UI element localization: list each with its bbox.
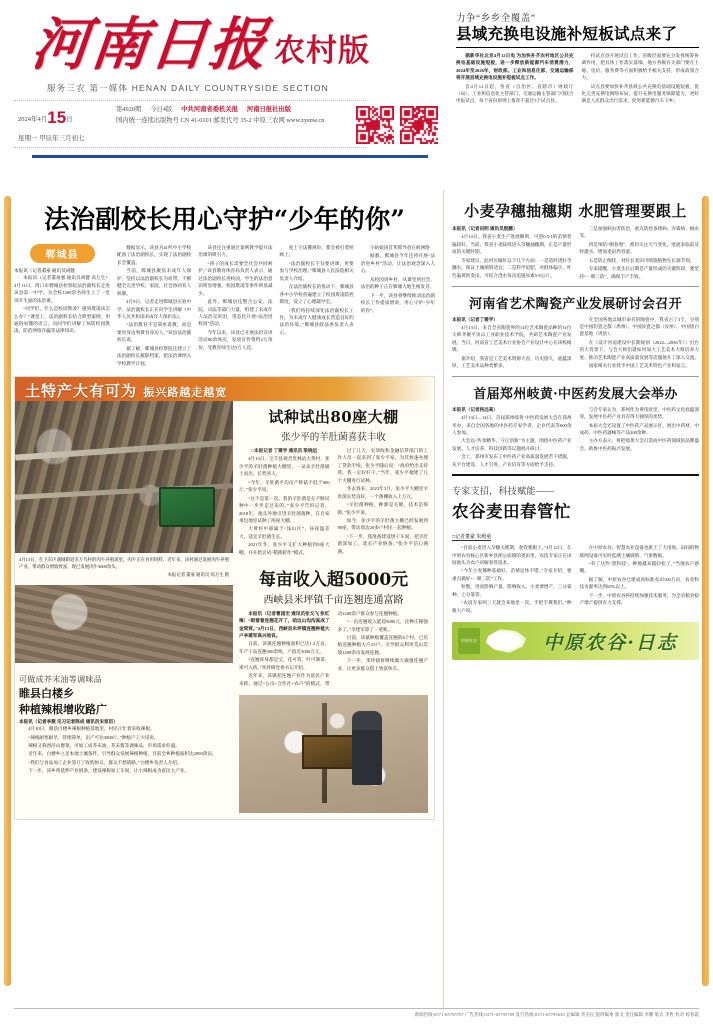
zhongyuan-nonggu-banner [452,622,699,660]
banner-title: 中原农谷·日志 [543,631,678,654]
page-count: 今日4版 [150,106,173,113]
left-small-line1: 睢县白楼乡 [19,687,74,701]
paragraph: “孩子的成长需要全社会共同呵护。”该县教育体育局负责人表示，通过法治副校长进校园，学生的法治意识明显增强，校园欺凌等事件明显减少。 [198,260,273,296]
left-ornament-bar [4,196,11,986]
paragraph: 冬去春来，2023年3月，张少平大棚里羊肚菌长势良好，一个菌棚收入上万元。 [337,486,428,499]
right-story2-byline: 本报讯（记者丁需学） [452,316,498,322]
top-brief [446,10,699,186]
paragraph: 在法治副校长的推动下，郸城县各中小学校普遍建立了校园欺凌防控制度，设立了心理辅导室。 [279,284,354,305]
feature-title: 试种试出80座大棚 [268,408,399,426]
paragraph: 本届大会还设置了中医药产品展示区，展出中药材、中成药、中医药器械等产品300余种。 [579,422,699,435]
paragraph: “今年小麦播种基础好，苗情总体不错。”专家介绍，要重点做好“一喷三防”工作。 [452,568,572,581]
paragraph: 4月14日，我省小麦生产进展顺利，可望0.5-1的苗情普遍较好。当前，我省小麦陆续进入孕穗抽穗期，正是产量形成的关键时期。 [452,234,572,255]
right-story2-body [452,316,699,371]
paragraph: 目前，该镇种植覆盖连翘的6个村，已培植连翘种植大户25户，引导群众利用荒山荒坡1200余亩发展连翘。 [337,634,428,655]
divider [452,286,699,287]
qr-code-wechat[interactable] [356,106,394,144]
qr-codes [356,106,438,144]
paragraph: “农技专家两三天就会来地里一次，手把手教我们。”种粮大户说。 [452,600,572,613]
caption-credit: 本报记者 董豪 通讯员 高万生 摄 [167,572,229,578]
feature-banner-text [25,380,227,401]
paragraph: “一亩连翘收入能超5000元，比种庄稼强多了。”李建军算了一笔账。 [337,619,428,632]
paragraph: 4月10日，宝丰县观音堂林站大黄村，张少平的羊肚菌种植大棚里，一朵朵羊肚菌破土而出，长势喜人。 [239,456,330,477]
paragraph: 从校园到乡村，从课堂到社会，法治的种子正在郸城大地生根发芽。 [360,276,435,290]
paragraph: 专家建议，此时应做好以下几个方面：一是适时浇好孕穗水，保证土壤墒情适宜；二是科学追肥，对群体偏小、叶色偏黄的麦田，可结合浇水每亩追施尿素5-8公斤。 [452,257,572,278]
banner-main: 土特产大有可为 [25,382,138,400]
qr-code-app[interactable] [400,106,438,144]
paragraph: 持试点县开展试点工作。省级层面要充分发挥统筹协调作用，把具体工作落实落细。地方各级有关部门要在土地、电价、服务费等方面积极给予相关支持，形成政策合力。 [581,52,699,81]
paragraph: 4月13日，来自全省陶瓷界的14位艺术陶瓷品种的31位大师齐聚平顶山工业职业技术学院，共研艺术陶瓷产业发展。当日，河南省工艺美术行业协会产业设计中心在该校揭牌。 [452,325,572,353]
paragraph: 据了解，中原农谷已建成高标准农田100万亩，农业科技贡献率达到65%以上。 [579,576,699,590]
lead-body-col-1 [14,274,110,335]
paragraph: “我们与食品加工企业签订了收购协议，群众不愁销路。”白楼乡负责人介绍。 [28,759,182,765]
paragraph: 试点县要加快补齐县域公共充换电基础设施短板，优化完善充换电网络布局，提升充换电服务保障能力，更好满足人民群众出行需求，促进新能源汽车下乡。 [581,83,699,104]
feature-photo-column [15,401,233,819]
date-suffix: 日 [66,116,73,123]
county-badge: 郸城县 [30,244,95,263]
paragraph: 五是防止倒伏，对旺长麦田可喷施植物生长调节剂。 [588,257,695,263]
masthead-meta [14,100,366,148]
paragraph: 在全国各地以城市命名的陶瓷中，我省占了3个，分别是中国钧瓷之都（禹州）、中国汝瓷之都（汝州）、中国唐白瓷基地（巩县）。 [579,316,699,337]
paragraph: “连翘浑身都是宝，花可赏、叶可制茶、果可入药。”米坪镇党委书记介绍。 [239,657,330,670]
content-area [14,190,699,1010]
paragraph: 今年以来，该县已开展法治宣讲活动80余场次，发放宣传资料2万余份，受教育师生达5万人次。 [198,329,273,350]
photo-detail-crate [159,487,215,527]
right-ornament-bar [702,196,709,986]
paragraph: 大黄村中部属于“浅山区”，昼夜温差大，适宜羊肚菌生长。 [239,526,330,539]
paragraph: 在中原农谷，智慧农业设备也派上了大用场。田间的物联网设备可实时监测土壤墒情、气象数据。 [579,545,699,558]
paragraph: 该县还注重通过案例教学提升法治课的吸引力。 [198,245,273,258]
paragraph: 辣根又称西洋山嵛菜，可加工成芥末油、芥末酱等调味品，市场需求旺盛。 [28,743,180,749]
right-story3-title: 首届郑州岐黄·中医药发展大会举办 [473,386,678,402]
paragraph: 4月13日—14日，首届郑州岐黄·中医药发展大会在郑州举办。来自全国各地的中医药专家学者、企业代表等600余人参加。 [452,415,572,435]
paragraph: 自4月12日起，各省（自治区、直辖市）财政厅（局）、工业和信息化主管部门、交通运输主管部门可联合申报试点。每个省份原则上推荐不超过5个试点县。 [456,83,574,104]
right-story1-body [452,225,699,281]
left-small-line2: 种植辣根增收路广 [19,703,107,717]
paragraph: 四是预防“倒春寒”，密切关注天气变化，寒流来临前及时灌水，增加麦田热容量。 [579,241,699,255]
paragraph: 本报讯（记者曹国宏 通讯员张戈飞 张红梅）“眼看着连翘花开了，咱这山沟沟真成了金窝窝。”4月13日，西峡县米坪镇连翘种植大户李建军高兴地说。 [239,610,330,638]
feature2-photo-beekeeper [239,695,428,813]
paragraph: “法治副校长不仅要讲课，更要参与学校治理。”郸城县人民法院相关负责人介绍。 [279,260,354,281]
paragraph: 数据显示，该县为41所中小学校配备了法治副校长，实现了法治副校长全覆盖。 [117,245,192,265]
paragraph: 4月10日，睢县白楼乡辣根种植基地里，村民正忙着采收辣根。 [28,726,155,732]
paragraph: 此外，郸城县还整合公安、法院、司法等部门力量，组建了未成年人法治宣讲团，常态化开展“法治进校园”活动。 [198,299,273,327]
divider-thick [452,474,699,476]
lead-col-1 [14,244,110,368]
date-day: 15 [47,108,67,127]
newspaper-edition: 农村版 [274,33,370,69]
paragraph: 2021年冬，张少平又扩大种植到8座大棚，并开始尝试“稻菌轮作”模式。 [239,542,330,555]
paragraph: 本报讯（记者董豪强 通讯员胡健 高万生）4月11日，周口市郸城县检察院法治副校长走进该县第一中学，为全校1200余名师生上了一堂别开生面的法治课。 [14,275,110,303]
left-small-kicker: 可做成芥末油等调味品 [19,675,102,685]
paragraph: 三是加强病虫害防治，重点防控条锈病、赤霉病、蚜虫等。 [579,226,699,239]
feature2-subtitle: 西峡县米坪镇千亩连翘连通富路 [263,594,404,606]
right-story1-title: 小麦孕穗抽穗期 水肥管理要跟上 [464,202,687,220]
paragraph: “这不是第一次，我的羊肚菌是在不断试种中一步步走过来的。”张少平告诉记者，2018年，他从外地引进羊肚菌菌种，在自家承包地里试种了两座大棚。 [239,495,330,523]
paragraph: 在《设计河南建设中长期规划（2022—2036年）》出台的大背景下，与会大师们就如何加大工艺美术大师培养力度、推动艺术陶瓷产业高质量发展等话题展开了深入交流。 [579,339,699,360]
lead-col-2 [117,244,191,368]
left-small-byline: 本报讯（记者李燕 见习记者陈成 通讯员宋家臣） [19,719,118,725]
paragraph: 近年来，白楼乡立足本地土壤条件，引导群众发展辣根种植，目前全乡种植面积达2000余亩。 [28,751,217,757]
divider [456,47,699,48]
lead-headline: 法治副校长用心守护“少年的你” [44,205,405,235]
paragraph: “法治教育不是简单说教，而是要用身边事教育身边人。”该县法治副校长说。 [117,322,192,343]
paragraph: 据新华社北京4月12日电 为加快补齐农村地区公共充换电基础设施短板，进一步释放新能源汽车消费潜力，2024年至2026年，财政部、工业和信息化部、交通运输部将开展县域充换电设施补短板试点工作。 [456,52,574,81]
publisher-house: 河南日报社出版 [246,106,291,113]
paragraph: 粒数，进而影响产量，影响收入。小麦要增产，三分靠种、七分靠管。 [452,584,572,597]
page-footer: 新闻热线:0371-65795707 广告热线:0371-65795789 发行热线:0371-65795630 总编辑 李杰民 值班编委 郭戈 责任编辑 李鹏 版式 李哲 校对 杨春霞 [14,1008,699,1018]
right-story4-body [452,544,699,614]
right-story4-kicker: 专家支招，科技赋能—— [452,486,555,497]
feature-block [14,376,435,820]
lead-byline: 本报讯（记者董豪 通讯员胡健 [14,268,75,273]
banner-badge: 中原农谷 [458,628,480,654]
right-story3-byline: 本报讯（记者杨远高） [452,406,498,412]
feature-body [15,401,434,819]
top-brief-kicker: 力争“乡乡全覆盖” [456,14,536,24]
right-story2-title: 河南省艺术陶瓷产业发展研讨会召开 [469,296,682,312]
paragraph: 会上，郑州市发布了中医药产业高质量发展若干措施，从平台建设、人才引进、产业培育等方面给予支持。 [452,454,572,467]
masthead-rule [32,155,428,158]
lead-body-col-4 [280,244,354,336]
paragraph: 专家提醒，小麦生长后期是产量形成的关键阶段，要坚持“一喷三防”，确保丰产丰收。 [579,266,699,279]
masthead-tagline: 服务三农 第一媒体 HENAN DAILY COUNTRYSIDE SECTION [46,83,330,93]
left-columns [14,190,444,1010]
paragraph: 近年来，该镇把连翘产业作为富民产业来抓，通过“公司+合作社+农户”的模式，带动1200余户群众参与连翘种植。 [239,610,402,686]
small-photo-left [15,585,233,663]
lead-body-col-3 [198,244,272,351]
date-prefix: 2024年4月 [18,116,48,123]
feature-body-text [239,447,428,557]
license-info: 国内统一连续出版物号 CN 41-0101 邮发代号 35-2 中原三农网 www.zysnw.cn [116,117,325,125]
paragraph: 当前，郸城县聚焦未成年人保护，坚持以法治副校长为纽带，不断健全完善学校、家庭、社会协同育人机制。 [117,268,192,296]
paragraph: 度上守法懂规矩，都会被打着照顾上。 [279,245,354,258]
paragraph: “辣根耐寒耐旱，管理简单，亩产可达3000斤。”种植户王大哥说。 [28,734,159,740]
feature2-body-text [239,610,428,687]
right-story4-byline: □记者董豪 朱殿童 [452,535,492,541]
paragraph: 主办方表示，将把岐黄大会打造成中医药领域的品牌盛会，助推中医药振兴发展。 [579,438,699,451]
lead-story-grid [14,244,435,368]
lead-body-col-2 [117,244,191,367]
feature-subtitle: 张少平的羊肚菌喜获丰收 [281,433,386,443]
top-brief-body [456,52,699,106]
top-brief-title: 县域充换电设施补短板试点来了 [456,24,678,43]
paragraph: “我们将持续深化法治副校长工作，为未成年人健康成长营造良好的法治环境。”郸城县政法委负责人表示。 [279,307,354,335]
feature-banner [15,377,434,401]
photo-detail-honeyframe [302,735,354,769]
right-story4-title: 农谷麦田春管忙 [452,502,571,522]
paragraph: 下一步，中原农谷将持续加强技术服务，为全省粮食稳产增产提供有力支撑。 [579,592,699,606]
paragraph: 日前，该镇连翘种植面积已达1.2万亩，年产干品连翘300余吨，产值近3000万元。 [239,641,330,654]
paragraph: 如今，张少平的羊肚菌大棚已经发展到80座，带动周边20多户村民一起种植。 [337,517,428,531]
date-lunar: 星期一 甲辰年三月初七 [18,134,85,142]
lead-col-4 [280,244,354,368]
paragraph: “有了这些‘黑科技’，种地越来越轻松了。”当地农户感慨。 [579,561,699,574]
left-small-body [19,725,229,775]
henan-map-icon [484,627,530,655]
lead-body-col-5 [361,244,435,314]
issue-date [14,104,110,144]
masthead-logo [14,10,446,78]
feature-author: □本报记者 丁需学 通讯员 梁晓远 [251,448,318,453]
right-story3-body [452,406,699,469]
paragraph: 下一步，该县将继续推动法治副校长工作提质增效，用心守护“少年的你”。 [360,292,435,313]
paragraph: 过了几天，史效收和金融信贷部门的工作人员一起来到了张少平家，为其快速办理了贷款手续。张少平随后说：“政府给出支持我，我一定好好干。”当年，张少平便建了几个大棚进行试种。 [337,448,428,483]
newspaper-title: 河南日报 [28,11,272,78]
paragraph: 4月9日，记者走进郸城县实验中学，法治副校长正在向学生讲解《中华人民共和国未成年人保护法》。 [117,299,192,319]
paragraph: 大会以“传承精华、守正创新”为主题，围绕中医药产业发展、人才培养、科技创新等议题展开研讨。 [452,438,572,451]
masthead-brand [14,10,446,186]
photo-detail [15,439,233,460]
paragraph: 下一步，米坪镇将继续做大做强连翘产业，让更多群众搭上致富快车。 [337,658,428,671]
paragraph: “同学们，什么是校园欺凌？遇到欺凌该怎么办？”课堂上，法治副校长结合典型案例，用通俗易懂的语言，向同学们讲解了预防校园欺凌、防范网络诈骗等法律知识。 [14,306,110,334]
right-column [444,190,699,1010]
issue-number: 第4920期 [116,106,142,113]
paragraph: “下一步，我准备建设烘干车间，把羊肚菌深加工，延长产业链条。”张少平信心满满。 [337,533,428,554]
lead-col-3 [198,244,272,368]
lead-col-5 [361,244,435,368]
paragraph: 小姑娘国首邦那导意在被网络 [369,245,430,250]
masthead [14,10,699,186]
right-story1-byline: 本报讯（记者田明 通讯员殷鹏） [452,226,518,231]
paragraph: 国家相关行业授予中国工艺美术特色产业和发言。 [588,363,690,369]
feature-photo-caption [15,553,233,581]
feature2-title: 每亩收入超5000元 [258,569,409,590]
paragraph: 据悉，郸城县今年还将开展“法治进乡村”活动，让法治观念深入人心。 [360,253,435,274]
issue-info [110,104,366,126]
paragraph: “目前小麦进入孕穗关键期，春管要跟上。”4月12日，在中原农谷核心区新乡县朗公庙镇的麦田里，农技专家正在田间地头为农户讲解春管技术。 [452,545,572,565]
paragraph: “羊肚菌种植，种源是关键，技术是保障。”张少平说。 [337,502,428,515]
paragraph: “今年，羊肚菌平均亩产鲜菇不低于800斤。”张少平说。 [239,479,330,493]
publisher-org: 中共河南省委机关报 [181,106,238,113]
feature-text-column [233,401,434,819]
divider [452,376,699,377]
paragraph: 据介绍，我省是工艺美术资源大省，历史悠久，底蕴深厚，工艺美术品种类繁多。 [452,355,572,369]
photo-detail-person [352,711,382,785]
paragraph: 与会专家认为，郑州作为黄帝故里，中医药文化底蕴深厚，发展中医药产业具有得天独厚的优势。 [579,406,699,420]
feature-photo-cattle [15,401,233,553]
paragraph: 下一步，该乡将延伸产业链条，建设辣根加工车间，让小辣根成为富民大产业。 [28,768,189,774]
banner-sub: 振兴路越走越宽 [143,386,228,399]
caption-text: 4月13日，在卫东区蒲城街道多万乌村的肉牛养殖场里，肉牛正在食用饲料。近年来，该村通过发展肉牛养殖产业，带动群众增收致富，现已发展肉牛3000余头。 [19,557,229,570]
paragraph: 据了解，郸城县检察院还建立了法治副校长履职档案，把法治课纳入学校教学计划。 [117,345,192,366]
